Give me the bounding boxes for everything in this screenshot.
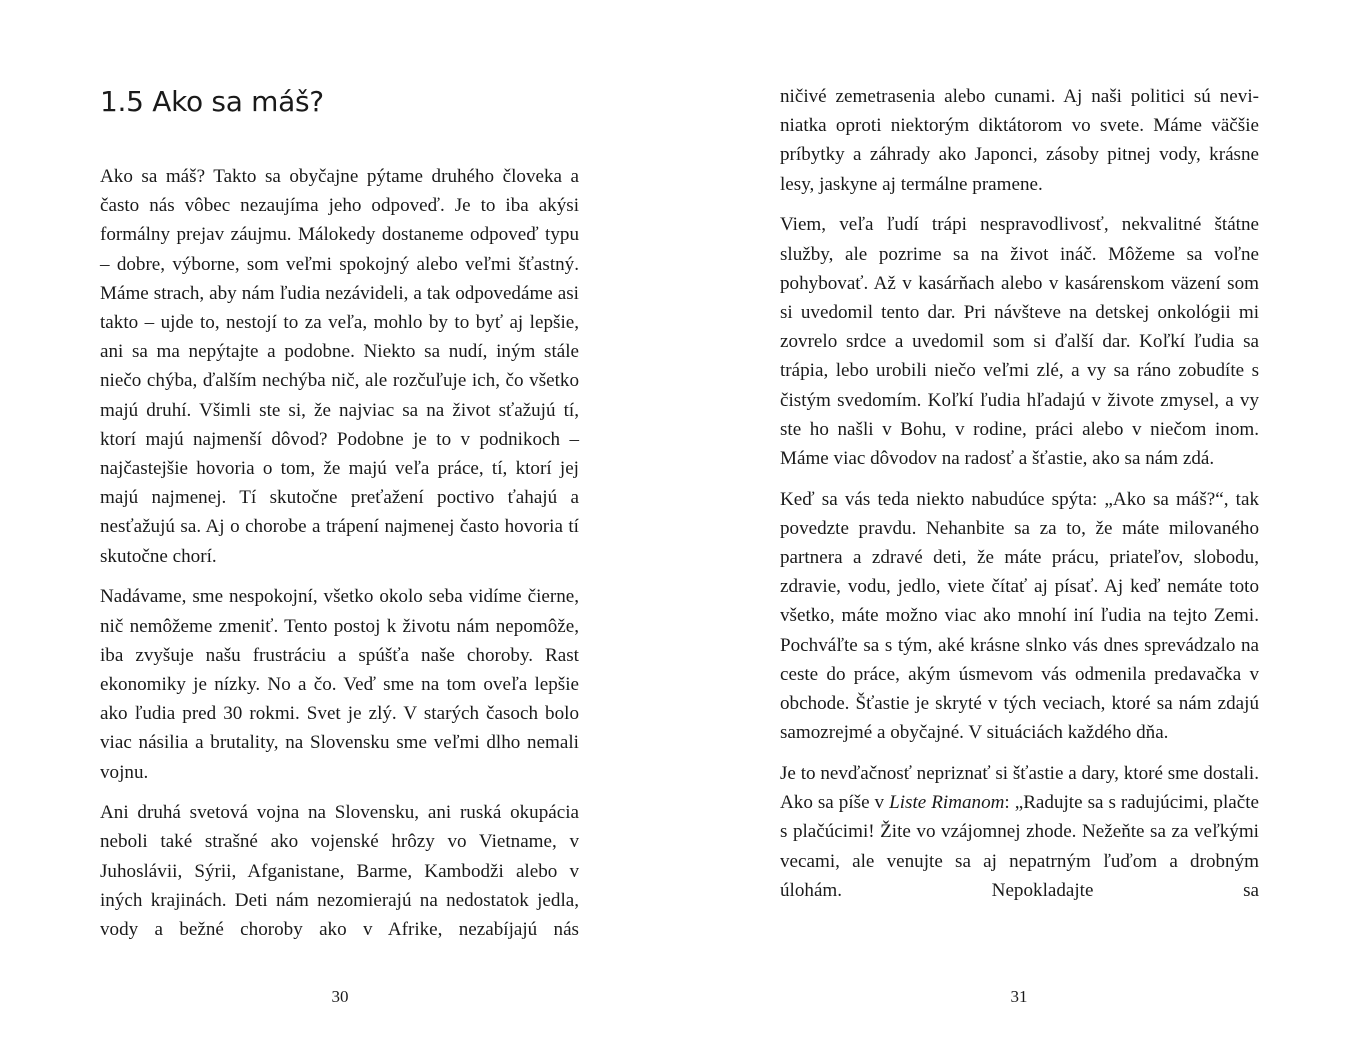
paragraph: ničivé zemetrasenia alebo cunami. Aj naši politici sú neviniatka oproti niektorým diktátorom vo svete. Máme väčšie príbytky a záhrady ako Japonci, zásoby pitnej vody, krásne lesy, jaskyne aj termálne pramene. <box>780 86 1259 195</box>
page-number: 30 <box>331 987 349 1006</box>
paragraph: Ako sa máš? Takto sa obyčajne pýtame druhého človeka a často nás vôbec nezaujíma jeho odpoveď. Je to iba akýsi formálny prejav záujmu. Málokedy dostaneme odpoveď typu – dobre, výborne, som veľmi spokojný alebo veľmi šťastný. Máme strach, aby nám ľudia nezávideli, a tak odpovedáme asi takto – ujde to, nestojí to za veľa, mohlo by to byť aj lepšie, ani sa ma nepýtajte a podobne. Niekto sa nudí, iným stále niečo chýba, ďalším nechýba nič, ale rozčuľuje ich, čo všetko majú druhí. Všimli ste si, že najviac sa na život sťažujú tí, ktorí majú najmenší dôvod? Podobne je to v podnikoch – najčastejšie hovoria o tom, že majú veľa práce, tí, ktorí jej majú najmenej. Tí skutočne preťažení poctivo ťahajú a nesťažujú sa. Aj o chorobe a trápení najmenej často hovoria tí skutočne chorí. <box>100 166 579 567</box>
book-title: Liste Rimanom <box>889 792 1005 814</box>
paragraph: Viem, veľa ľudí trápi nespravodlivosť, nekvalitné štátne služby, ale pozrime sa na život ináč. Môžeme sa voľne pohybovať. Až v kasárňach alebo v kasárenskom väzení som si uvedomil tento dar. Pri návšteve na detskej onkológii mi zovrelo srdce a uvedomil som si ďalší dar. Koľkí ľudia sa trápia, lebo urobili niečo veľmi zlé, a vy sa ráno zobudíte s čistým svedomím. Koľkí ľudia hľadajú v živote zmysel, a vy ste ho našli v Bohu, v rodine, práci alebo v niečom inom. Máme viac dôvodov na radosť a šťastie, ako sa nám zdá. <box>780 214 1259 469</box>
chapter-title: 1.5 Ako sa máš? <box>100 85 324 118</box>
paragraph: Keď sa vás teda niekto nabudúce spýta: „Ako sa máš?“, tak povedzte pravdu. Nehanbite sa za to, že máte milovaného partnera a zdravé deti, že máte prácu, priateľov, slobodu, zdravie, vodu, jedlo, viete čítať aj písať. Aj keď nemáte toto všetko, máte možno viac ako mnohí iní ľudia na tejto Zemi. Pochváľte sa s tým, aké krásne slnko vás dnes sprevádzalo na ceste do práce, akým úsmevom vás odmenila predavačka v obchode. Šťastie je skryté v tých veciach, ktoré sa nám zdajú samozrejmé a obyčajné. V situáciách každého dňa. <box>780 488 1259 744</box>
left-page-text <box>100 162 579 956</box>
right-page <box>780 0 1259 1063</box>
left-page <box>100 0 579 1063</box>
right-page-text <box>780 82 1259 916</box>
text-span: : „Radujte sa s radujúcimi, plačte s plačúcimi! Žite vo vzájomnej zhode. Nežeňte sa za veľkými vecami, ale venujte sa aj nepatrným ľuďom a drobným úlohám. Nepokladajte sa <box>780 792 1259 901</box>
paragraph: Ani druhá svetová vojna na Slovensku, ani ruská okupácia neboli také strašné ako vojenské hrôzy vo Vietname, v Juhoslávii, Sýrii, Afganistane, Barme, Kambodži alebo v iných krajinách. Deti nám nezomierajú na nedostatok jedla, vody a bežné choroby ako v Afrike, nezabíjajú nás <box>100 802 579 941</box>
paragraph <box>780 759 1259 905</box>
page-number: 31 <box>1010 987 1028 1006</box>
text-span: Je to nevďačnosť nepriznať si šťastie a dary, ktoré sme dostali. Ako sa píše v <box>780 762 1259 814</box>
paragraph: Nadávame, sme nespokojní, všetko okolo seba vidíme čierne, nič nemôžeme zmeniť. Tento postoj k životu nám nepomôže, iba zvyšuje našu frustráciu a spúšťa naše choroby. Rast ekonomiky je nízky. No a čo. Veď sme na tom oveľa lepšie ako ľudia pred 30 rokmi. Svet je zlý. V starých časoch bolo viac násilia a brutality, na Slovensku sme veľmi dlho nemali vojnu. <box>100 586 579 783</box>
